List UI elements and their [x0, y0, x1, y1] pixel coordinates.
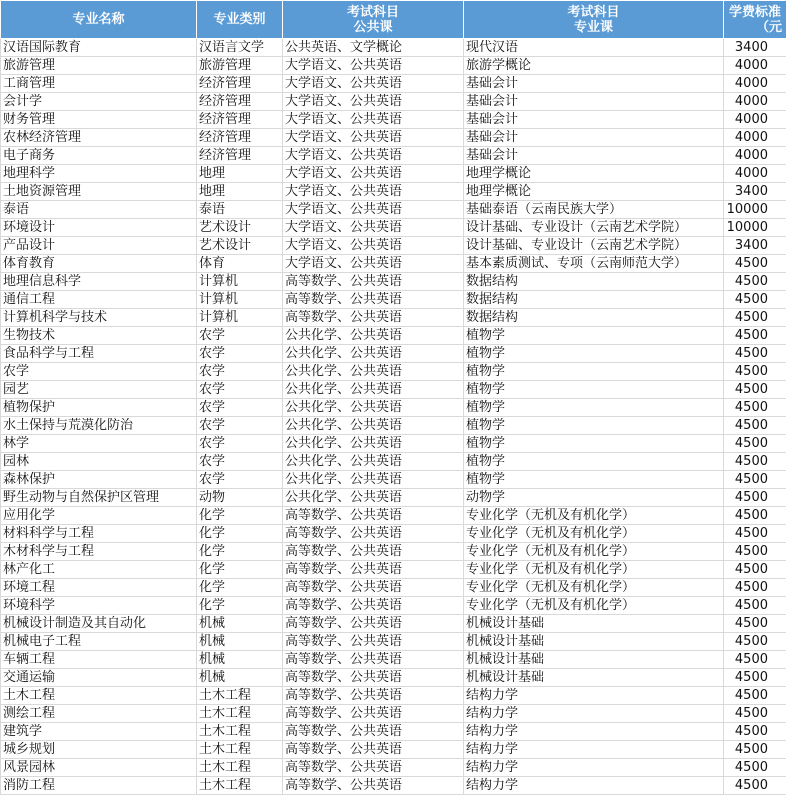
- cell-fee: 4500: [724, 597, 786, 615]
- cell-major-name: 林产化工: [1, 561, 197, 579]
- cell-major-name: 汉语国际教育: [1, 39, 197, 57]
- cell-major-category: 汉语言文学: [197, 39, 283, 57]
- cell-major-course: 数据结构: [464, 309, 724, 327]
- cell-fee: 4500: [724, 777, 786, 795]
- cell-major-category: 经济管理: [197, 147, 283, 165]
- cell-major-name: 体育教育: [1, 255, 197, 273]
- cell-major-name: 工商管理: [1, 75, 197, 93]
- cell-fee: 4500: [724, 363, 786, 381]
- cell-major-course: 专业化学（无机及有机化学）: [464, 597, 724, 615]
- cell-fee: 4500: [724, 633, 786, 651]
- cell-major-course: 专业化学（无机及有机化学）: [464, 507, 724, 525]
- cell-major-course: 专业化学（无机及有机化学）: [464, 579, 724, 597]
- cell-public-course: 大学语文、公共英语: [283, 111, 464, 129]
- cell-major-category: 机械: [197, 669, 283, 687]
- table-row: [1, 363, 786, 381]
- cell-major-name: 环境科学: [1, 597, 197, 615]
- cell-fee: 4500: [724, 255, 786, 273]
- cell-fee: 4500: [724, 471, 786, 489]
- cell-major-name: 消防工程: [1, 777, 197, 795]
- cell-public-course: 高等数学、公共英语: [283, 597, 464, 615]
- cell-major-name: 土地资源管理: [1, 183, 197, 201]
- cell-major-category: 土木工程: [197, 687, 283, 705]
- table-row: [1, 75, 786, 93]
- table-row: [1, 345, 786, 363]
- cell-major-name: 土木工程: [1, 687, 197, 705]
- table-row: [1, 453, 786, 471]
- header-row: [1, 1, 786, 39]
- cell-major-name: 交通运输: [1, 669, 197, 687]
- cell-major-category: 经济管理: [197, 111, 283, 129]
- cell-major-category: 地理: [197, 165, 283, 183]
- cell-fee: 4500: [724, 543, 786, 561]
- cell-major-name: 应用化学: [1, 507, 197, 525]
- cell-major-course: 植物学: [464, 345, 724, 363]
- cell-major-course: 植物学: [464, 417, 724, 435]
- cell-fee: 4500: [724, 291, 786, 309]
- cell-public-course: 公共化学、公共英语: [283, 435, 464, 453]
- cell-fee: 4500: [724, 687, 786, 705]
- cell-public-course: 大学语文、公共英语: [283, 237, 464, 255]
- cell-major-name: 地理科学: [1, 165, 197, 183]
- cell-major-course: 结构力学: [464, 687, 724, 705]
- cell-public-course: 大学语文、公共英语: [283, 201, 464, 219]
- cell-major-course: 植物学: [464, 471, 724, 489]
- cell-major-category: 农学: [197, 327, 283, 345]
- cell-major-name: 建筑学: [1, 723, 197, 741]
- cell-major-category: 艺术设计: [197, 237, 283, 255]
- cell-fee: 3400: [724, 183, 786, 201]
- cell-major-course: 结构力学: [464, 777, 724, 795]
- table-row: [1, 129, 786, 147]
- header-fee: [724, 1, 786, 39]
- cell-public-course: 公共化学、公共英语: [283, 345, 464, 363]
- cell-public-course: 高等数学、公共英语: [283, 291, 464, 309]
- cell-public-course: 公共化学、公共英语: [283, 417, 464, 435]
- cell-fee: 4500: [724, 453, 786, 471]
- cell-fee: 4500: [724, 525, 786, 543]
- cell-public-course: 高等数学、公共英语: [283, 615, 464, 633]
- cell-major-course: 结构力学: [464, 723, 724, 741]
- header-major-line2: 专业课: [464, 20, 723, 35]
- cell-major-course: 数据结构: [464, 273, 724, 291]
- cell-major-course: 专业化学（无机及有机化学）: [464, 561, 724, 579]
- cell-public-course: 公共化学、公共英语: [283, 399, 464, 417]
- header-major-category: 专业类别: [197, 1, 283, 39]
- cell-major-name: 园艺: [1, 381, 197, 399]
- cell-major-category: 化学: [197, 507, 283, 525]
- table-row: [1, 147, 786, 165]
- cell-public-course: 高等数学、公共英语: [283, 777, 464, 795]
- table-row: [1, 759, 786, 777]
- cell-major-course: 数据结构: [464, 291, 724, 309]
- cell-fee: 4500: [724, 417, 786, 435]
- cell-major-category: 化学: [197, 525, 283, 543]
- cell-major-category: 农学: [197, 363, 283, 381]
- cell-major-course: 基础会计: [464, 147, 724, 165]
- cell-public-course: 大学语文、公共英语: [283, 165, 464, 183]
- cell-major-name: 农学: [1, 363, 197, 381]
- cell-major-name: 木材科学与工程: [1, 543, 197, 561]
- cell-public-course: 大学语文、公共英语: [283, 147, 464, 165]
- cell-public-course: 公共化学、公共英语: [283, 489, 464, 507]
- cell-major-name: 机械设计制造及其自动化: [1, 615, 197, 633]
- cell-fee: 4500: [724, 741, 786, 759]
- table-row: [1, 741, 786, 759]
- header-public-course: [283, 1, 464, 39]
- cell-public-course: 高等数学、公共英语: [283, 543, 464, 561]
- header-major-course: [464, 1, 724, 39]
- cell-major-course: 现代汉语: [464, 39, 724, 57]
- table-row: [1, 183, 786, 201]
- cell-major-name: 会计学: [1, 93, 197, 111]
- table-row: [1, 255, 786, 273]
- cell-major-category: 土木工程: [197, 723, 283, 741]
- cell-fee: 4500: [724, 651, 786, 669]
- cell-fee: 4500: [724, 723, 786, 741]
- cell-fee: 4000: [724, 75, 786, 93]
- cell-major-course: 结构力学: [464, 705, 724, 723]
- cell-major-category: 机械: [197, 651, 283, 669]
- cell-major-name: 林学: [1, 435, 197, 453]
- cell-public-course: 高等数学、公共英语: [283, 687, 464, 705]
- cell-public-course: 高等数学、公共英语: [283, 507, 464, 525]
- cell-major-category: 艺术设计: [197, 219, 283, 237]
- table-row: [1, 525, 786, 543]
- cell-major-name: 车辆工程: [1, 651, 197, 669]
- cell-fee: 4000: [724, 165, 786, 183]
- cell-fee: 4500: [724, 615, 786, 633]
- cell-major-category: 农学: [197, 399, 283, 417]
- cell-major-course: 植物学: [464, 399, 724, 417]
- table-row: [1, 705, 786, 723]
- table-row: [1, 381, 786, 399]
- cell-public-course: 公共化学、公共英语: [283, 471, 464, 489]
- cell-major-category: 化学: [197, 579, 283, 597]
- cell-major-category: 化学: [197, 543, 283, 561]
- cell-public-course: 大学语文、公共英语: [283, 219, 464, 237]
- cell-major-course: 基本素质测试、专项（云南师范大学）: [464, 255, 724, 273]
- cell-fee: 4500: [724, 705, 786, 723]
- cell-major-category: 计算机: [197, 291, 283, 309]
- table-row: [1, 777, 786, 795]
- cell-fee: 4000: [724, 93, 786, 111]
- cell-major-course: 机械设计基础: [464, 651, 724, 669]
- cell-public-course: 高等数学、公共英语: [283, 705, 464, 723]
- cell-major-name: 生物技术: [1, 327, 197, 345]
- table-row: [1, 579, 786, 597]
- cell-major-course: 植物学: [464, 453, 724, 471]
- cell-major-course: 植物学: [464, 363, 724, 381]
- header-fee-line2: （元: [724, 20, 786, 35]
- cell-major-course: 动物学: [464, 489, 724, 507]
- cell-major-name: 野生动物与自然保护区管理: [1, 489, 197, 507]
- cell-major-course: 植物学: [464, 435, 724, 453]
- cell-major-category: 体育: [197, 255, 283, 273]
- header-major-line1: 考试科目: [464, 5, 723, 20]
- table-row: [1, 111, 786, 129]
- cell-major-name: 环境设计: [1, 219, 197, 237]
- table-row: [1, 291, 786, 309]
- cell-public-course: 高等数学、公共英语: [283, 309, 464, 327]
- cell-major-course: 专业化学（无机及有机化学）: [464, 543, 724, 561]
- table-row: [1, 669, 786, 687]
- cell-major-category: 机械: [197, 633, 283, 651]
- cell-major-category: 计算机: [197, 273, 283, 291]
- header-public-line1: 考试科目: [283, 5, 463, 20]
- cell-major-category: 旅游管理: [197, 57, 283, 75]
- cell-public-course: 公共化学、公共英语: [283, 381, 464, 399]
- cell-fee: 4500: [724, 327, 786, 345]
- cell-major-name: 植物保护: [1, 399, 197, 417]
- header-public-line2: 公共课: [283, 20, 463, 35]
- cell-major-category: 土木工程: [197, 777, 283, 795]
- table-row: [1, 57, 786, 75]
- cell-major-name: 机械电子工程: [1, 633, 197, 651]
- cell-fee: 10000: [724, 201, 786, 219]
- table-row: [1, 615, 786, 633]
- cell-major-category: 土木工程: [197, 705, 283, 723]
- cell-major-course: 结构力学: [464, 759, 724, 777]
- cell-public-course: 大学语文、公共英语: [283, 93, 464, 111]
- table-row: [1, 489, 786, 507]
- cell-major-name: 地理信息科学: [1, 273, 197, 291]
- cell-major-name: 计算机科学与技术: [1, 309, 197, 327]
- cell-major-name: 风景园林: [1, 759, 197, 777]
- cell-major-category: 农学: [197, 381, 283, 399]
- table-row: [1, 237, 786, 255]
- table-row: [1, 417, 786, 435]
- cell-public-course: 大学语文、公共英语: [283, 129, 464, 147]
- cell-fee: 4000: [724, 129, 786, 147]
- cell-major-name: 材料科学与工程: [1, 525, 197, 543]
- cell-fee: 3400: [724, 39, 786, 57]
- table-row: [1, 651, 786, 669]
- cell-major-course: 设计基础、专业设计（云南艺术学院）: [464, 219, 724, 237]
- cell-public-course: 公共英语、文学概论: [283, 39, 464, 57]
- table-row: [1, 201, 786, 219]
- cell-fee: 4500: [724, 273, 786, 291]
- cell-major-category: 泰语: [197, 201, 283, 219]
- cell-major-name: 森林保护: [1, 471, 197, 489]
- table-row: [1, 435, 786, 453]
- cell-fee: 4500: [724, 345, 786, 363]
- cell-major-name: 环境工程: [1, 579, 197, 597]
- table-body: [1, 39, 786, 795]
- table-row: [1, 93, 786, 111]
- cell-major-course: 基础会计: [464, 129, 724, 147]
- cell-public-course: 高等数学、公共英语: [283, 651, 464, 669]
- cell-fee: 4500: [724, 669, 786, 687]
- cell-major-course: 机械设计基础: [464, 633, 724, 651]
- cell-public-course: 大学语文、公共英语: [283, 57, 464, 75]
- cell-major-category: 土木工程: [197, 759, 283, 777]
- table-row: [1, 723, 786, 741]
- cell-major-course: 基础泰语（云南民族大学）: [464, 201, 724, 219]
- cell-fee: 4000: [724, 147, 786, 165]
- cell-fee: 10000: [724, 219, 786, 237]
- table-row: [1, 597, 786, 615]
- cell-major-course: 基础会计: [464, 93, 724, 111]
- cell-public-course: 大学语文、公共英语: [283, 255, 464, 273]
- cell-major-course: 机械设计基础: [464, 615, 724, 633]
- cell-major-category: 地理: [197, 183, 283, 201]
- cell-public-course: 大学语文、公共英语: [283, 75, 464, 93]
- cell-major-category: 经济管理: [197, 129, 283, 147]
- cell-major-category: 化学: [197, 597, 283, 615]
- cell-fee: 4500: [724, 399, 786, 417]
- table-row: [1, 39, 786, 57]
- cell-major-name: 测绘工程: [1, 705, 197, 723]
- table-row: [1, 309, 786, 327]
- cell-major-course: 植物学: [464, 381, 724, 399]
- cell-major-category: 动物: [197, 489, 283, 507]
- cell-major-course: 专业化学（无机及有机化学）: [464, 525, 724, 543]
- cell-major-category: 计算机: [197, 309, 283, 327]
- cell-fee: 4500: [724, 309, 786, 327]
- cell-fee: 4500: [724, 579, 786, 597]
- table-row: [1, 327, 786, 345]
- table-row: [1, 561, 786, 579]
- cell-major-course: 机械设计基础: [464, 669, 724, 687]
- cell-fee: 3400: [724, 237, 786, 255]
- table-row: [1, 399, 786, 417]
- cell-major-name: 食品科学与工程: [1, 345, 197, 363]
- table-row: [1, 507, 786, 525]
- cell-public-course: 公共化学、公共英语: [283, 327, 464, 345]
- cell-major-course: 旅游学概论: [464, 57, 724, 75]
- header-major-name: 专业名称: [1, 1, 197, 39]
- cell-major-name: 泰语: [1, 201, 197, 219]
- cell-major-category: 机械: [197, 615, 283, 633]
- table-row: [1, 219, 786, 237]
- cell-major-category: 农学: [197, 417, 283, 435]
- cell-major-name: 财务管理: [1, 111, 197, 129]
- header-fee-line1: 学费标准: [724, 5, 786, 20]
- cell-public-course: 高等数学、公共英语: [283, 741, 464, 759]
- cell-major-name: 电子商务: [1, 147, 197, 165]
- cell-major-course: 基础会计: [464, 111, 724, 129]
- cell-public-course: 公共化学、公共英语: [283, 363, 464, 381]
- cell-major-category: 农学: [197, 453, 283, 471]
- cell-public-course: 高等数学、公共英语: [283, 633, 464, 651]
- cell-fee: 4500: [724, 561, 786, 579]
- cell-major-name: 产品设计: [1, 237, 197, 255]
- cell-major-name: 旅游管理: [1, 57, 197, 75]
- cell-major-course: 结构力学: [464, 741, 724, 759]
- cell-major-category: 农学: [197, 345, 283, 363]
- cell-major-category: 化学: [197, 561, 283, 579]
- table-row: [1, 543, 786, 561]
- cell-fee: 4000: [724, 57, 786, 75]
- cell-major-name: 水土保持与荒漠化防治: [1, 417, 197, 435]
- cell-major-category: 农学: [197, 471, 283, 489]
- cell-public-course: 高等数学、公共英语: [283, 579, 464, 597]
- cell-major-name: 农林经济管理: [1, 129, 197, 147]
- cell-fee: 4500: [724, 759, 786, 777]
- cell-public-course: 高等数学、公共英语: [283, 561, 464, 579]
- cell-major-name: 通信工程: [1, 291, 197, 309]
- cell-public-course: 高等数学、公共英语: [283, 759, 464, 777]
- table-row: [1, 633, 786, 651]
- cell-public-course: 高等数学、公共英语: [283, 525, 464, 543]
- cell-major-course: 设计基础、专业设计（云南艺术学院）: [464, 237, 724, 255]
- table-row: [1, 273, 786, 291]
- table-row: [1, 687, 786, 705]
- cell-major-category: 经济管理: [197, 75, 283, 93]
- cell-public-course: 高等数学、公共英语: [283, 669, 464, 687]
- cell-major-course: 基础会计: [464, 75, 724, 93]
- cell-fee: 4500: [724, 489, 786, 507]
- cell-public-course: 高等数学、公共英语: [283, 273, 464, 291]
- cell-fee: 4000: [724, 111, 786, 129]
- cell-fee: 4500: [724, 435, 786, 453]
- cell-fee: 4500: [724, 381, 786, 399]
- cell-major-category: 土木工程: [197, 741, 283, 759]
- cell-major-course: 地理学概论: [464, 183, 724, 201]
- cell-major-name: 城乡规划: [1, 741, 197, 759]
- cell-major-category: 农学: [197, 435, 283, 453]
- table-row: [1, 165, 786, 183]
- cell-fee: 4500: [724, 507, 786, 525]
- cell-public-course: 大学语文、公共英语: [283, 183, 464, 201]
- table-row: [1, 471, 786, 489]
- cell-major-course: 植物学: [464, 327, 724, 345]
- cell-major-course: 地理学概论: [464, 165, 724, 183]
- cell-major-name: 园林: [1, 453, 197, 471]
- cell-public-course: 公共化学、公共英语: [283, 453, 464, 471]
- cell-major-category: 经济管理: [197, 93, 283, 111]
- cell-public-course: 高等数学、公共英语: [283, 723, 464, 741]
